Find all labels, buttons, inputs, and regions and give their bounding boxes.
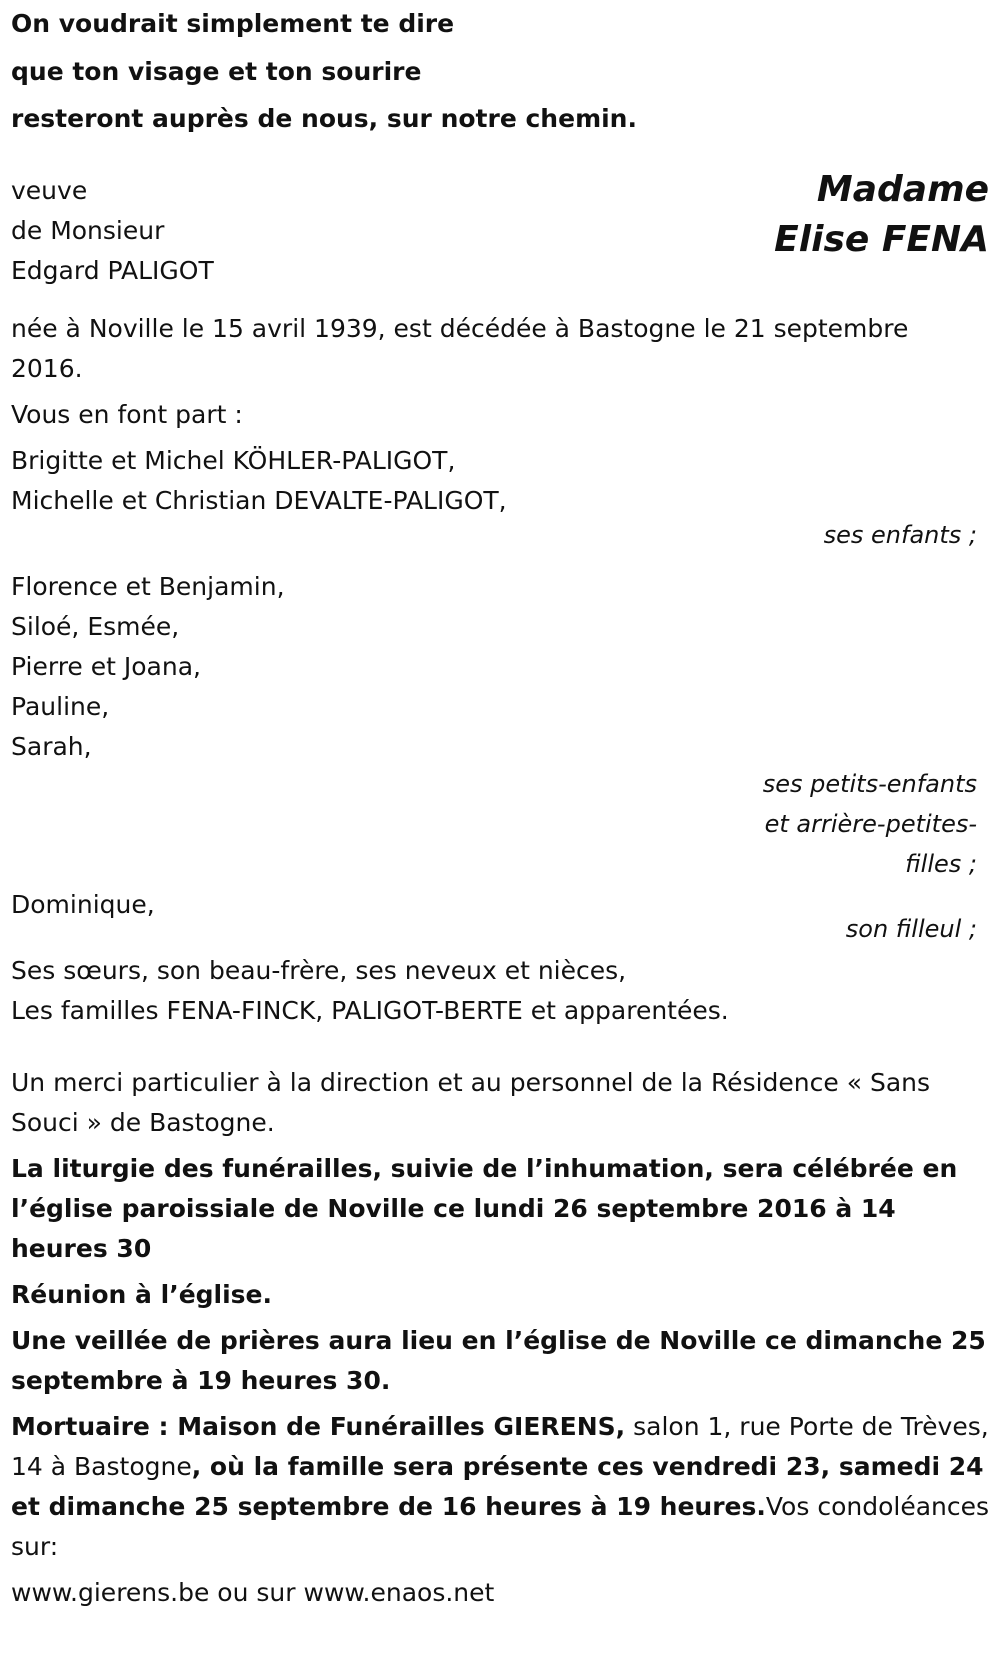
meeting-text: Réunion à l’église. bbox=[11, 1279, 273, 1309]
mortuary-label: Mortuaire : Maison de Funérailles GIERENS, bbox=[11, 1411, 626, 1441]
poem bbox=[11, 4, 989, 147]
grandchildren-role-line: ses petits-enfants bbox=[762, 769, 977, 798]
widow-line: veuve bbox=[11, 175, 88, 205]
poem-line: resteront auprès de nous, sur notre chemin. bbox=[11, 104, 637, 133]
child-name: Michelle et Christian DEVALTE-PALIGOT, bbox=[11, 485, 507, 515]
mortuary-address: salon 1, rue Porte de Trèves, 14 à Bastogne bbox=[11, 1411, 989, 1481]
widow-line: de Monsieur bbox=[11, 215, 165, 245]
birth-death-text: née à Noville le 15 avril 1939, est décédée à Bastogne le 21 septembre 2016. bbox=[11, 313, 909, 383]
deceased-fullname: Elise FENA bbox=[774, 218, 989, 260]
extended-family bbox=[11, 951, 989, 1031]
liturgy-text: La liturgie des funérailles, suivie de l’inhumation, sera célébrée en l’église paroissiale de Noville ce lundi 26 septembre 2016 à 14 heures 30 bbox=[11, 1153, 958, 1263]
grandchild-name: Siloé, Esmée, bbox=[11, 611, 180, 641]
godson-group bbox=[11, 885, 989, 947]
poem-line: On voudrait simplement te dire bbox=[11, 9, 455, 38]
family-line: Ses sœurs, son beau-frère, ses neveux et nièces, bbox=[11, 955, 627, 985]
header bbox=[11, 168, 989, 285]
grandchildren-role-line: filles ; bbox=[905, 849, 977, 878]
grandchild-name: Sarah, bbox=[11, 731, 92, 761]
grandchild-name: Pauline, bbox=[11, 691, 110, 721]
child-name: Brigitte et Michel KÖHLER-PALIGOT, bbox=[11, 445, 456, 475]
poem-line: que ton visage et ton sourire bbox=[11, 56, 422, 86]
grandchildren-role bbox=[11, 765, 989, 885]
mortuary-text bbox=[11, 1407, 989, 1567]
widow-line: Edgard PALIGOT bbox=[11, 255, 214, 285]
announcement-intro: Vous en font part : bbox=[11, 399, 243, 429]
websites-text: www.gierens.be ou sur www.enaos.net bbox=[11, 1577, 495, 1607]
mortuary-presence: , où la famille sera présente ces vendredi 23, samedi 24 et dimanche 25 septembre de 16 heures à 19 heures. bbox=[11, 1451, 984, 1521]
deceased-name bbox=[774, 165, 989, 265]
grandchildren-group bbox=[11, 567, 989, 885]
godson-role: son filleul ; bbox=[845, 914, 977, 943]
children-role: ses enfants ; bbox=[823, 520, 977, 549]
vigil-text: Une veillée de prières aura lieu en l’église de Noville ce dimanche 25 septembre à 19 heures 30. bbox=[11, 1325, 986, 1395]
godson-name: Dominique, bbox=[11, 889, 155, 919]
grandchild-name: Pierre et Joana, bbox=[11, 651, 201, 681]
deceased-title: Madame bbox=[816, 168, 989, 210]
condolences-text: Vos condoléances sur: bbox=[11, 1491, 990, 1561]
family-line: Les familles FENA-FINCK, PALIGOT-BERTE et apparentées. bbox=[11, 995, 729, 1025]
obituary-page bbox=[11, 4, 989, 1613]
grandchildren-role-line: et arrière-petites- bbox=[764, 809, 977, 838]
grandchild-name: Florence et Benjamin, bbox=[11, 571, 285, 601]
thanks-text: Un merci particulier à la direction et au personnel de la Résidence « Sans Souci » de Bastogne. bbox=[11, 1067, 931, 1137]
children-group bbox=[11, 441, 989, 553]
